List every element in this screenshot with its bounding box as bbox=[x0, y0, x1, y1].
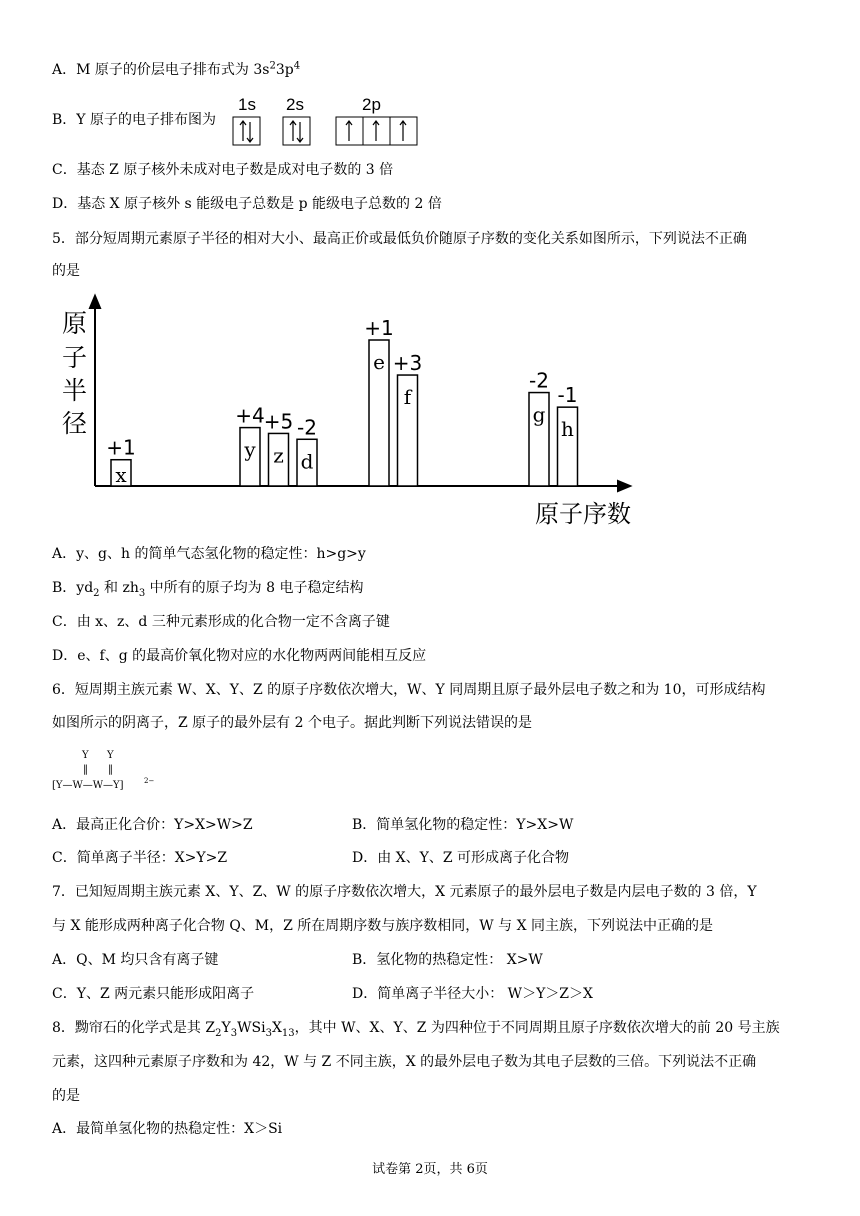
bar-category-label-z: z bbox=[273, 443, 284, 468]
bar-chart-figure bbox=[52, 292, 652, 532]
structure-charge: 2− bbox=[144, 777, 155, 785]
q5-stem-line1: 5．部分短周期元素原子半径的相对大小、最高正价或最低负价随原子序数的变化关系如图所示，下列说法不正确 bbox=[52, 231, 747, 247]
bar-valence-label-y: +4 bbox=[235, 403, 265, 428]
q6-stem-line1: 6．短周期主族元素 W、X、Y、Z 的原子序数依次增大，W、Y 同周期且原子最外层电子数之和为 10，可形成结构 bbox=[52, 682, 766, 698]
bar-category-label-h: h bbox=[561, 417, 574, 442]
q4-option-c: C．基态 Z 原子核外未成对电子数是成对电子数的 3 倍 bbox=[52, 162, 394, 178]
y-axis-label-char-1: 原 bbox=[62, 309, 88, 338]
q6-option-c: C．简单离子半径：X>Y>Z bbox=[52, 850, 228, 866]
q8-stem-line1: 8．黝帘石的化学式是其 $Z_2Y_3WSi_3X_{13}$，其中 W、X、Y、Z 为四种位于不同周期且原子序数依次增大的前 20 号主族 bbox=[52, 1020, 780, 1039]
x-axis-arrow bbox=[618, 481, 630, 491]
bar-category-label-x: x bbox=[115, 463, 127, 487]
q6-option-d: D．由 X、Y、Z 可形成离子化合物 bbox=[352, 850, 570, 866]
bar-category-label-e: e bbox=[373, 350, 385, 374]
q8-stem-line2: 元素，这四种元素原子序数和为 42，W 与 Z 不同主族，X 的最外层电子数为其电子层数的三倍。下列说法不正确 bbox=[52, 1054, 757, 1070]
bar-valence-label-f: +3 bbox=[392, 351, 423, 376]
q6-stem-line2: 如图所示的阴离子，Z 原子的最外层有 2 个电子。据此判断下列说法错误的是 bbox=[52, 715, 532, 731]
q7-option-b: B．氢化物的热稳定性： X>W bbox=[352, 952, 543, 968]
q6-option-a: A．最高正化合价：Y>X>W>Z bbox=[52, 817, 253, 833]
bar-category-label-y: y bbox=[244, 437, 256, 462]
q4-option-b: B．Y 原子的电子排布图为 bbox=[52, 112, 216, 128]
q8-stem-line3: 的是 bbox=[52, 1088, 80, 1104]
q5-option-a: A．y、g、h 的简单气态氢化物的稳定性：h>g>y bbox=[52, 546, 366, 562]
anion-structure bbox=[52, 748, 172, 794]
y-axis-arrow bbox=[90, 296, 100, 308]
q7-option-c: C．Y、Z 两元素只能形成阳离子 bbox=[52, 986, 255, 1002]
q5-stem-line2: 的是 bbox=[52, 263, 80, 279]
structure-main-chain: [Y—W—W—Y] bbox=[52, 780, 124, 791]
y-axis-label-char-2: 子 bbox=[62, 343, 88, 372]
bar-category-label-g: g bbox=[532, 402, 546, 427]
structure-double-bond-2: ‖ bbox=[108, 764, 113, 775]
q5-option-d: D．e、f、g 的最高价氧化物对应的水化物两两间能相互反应 bbox=[52, 648, 427, 664]
q4-option-d: D．基态 X 原子核外 s 能级电子总数是 p 能级电子总数的 2 倍 bbox=[52, 196, 442, 212]
orbital-box-1s bbox=[233, 117, 260, 145]
bar-category-label-d: d bbox=[300, 449, 314, 474]
q8-option-a: A．最简单氢化物的热稳定性：X＞Si bbox=[52, 1121, 283, 1137]
bar-valence-label-g: -2 bbox=[529, 368, 549, 393]
q7-stem-line2: 与 X 能形成两种离子化合物 Q、M，Z 所在周期序数与族序数相同，W 与 X 同主族，下列说法中正确的是 bbox=[52, 918, 714, 934]
electron-arrows bbox=[240, 121, 406, 142]
bar-valence-label-z: +5 bbox=[263, 409, 294, 434]
x-axis-label: 原子序数 bbox=[535, 500, 631, 528]
q5-option-c: C．由 x、z、d 三种元素形成的化合物一定不含离子键 bbox=[52, 614, 390, 630]
structure-top-y1: Y bbox=[82, 750, 89, 761]
orbital-label-2s: 2s bbox=[286, 95, 304, 114]
orbital-diagram bbox=[226, 93, 426, 149]
bar-category-label-f: f bbox=[403, 385, 412, 410]
q5-option-b: B．$yd_2$ 和 $zh_3$ 中所有的原子均为 8 电子稳定结构 bbox=[52, 580, 364, 599]
structure-top-y2: Y bbox=[107, 750, 114, 761]
q7-option-d: D．简单离子半径大小： W＞Y＞Z＞X bbox=[352, 986, 594, 1002]
orbital-box-2s bbox=[283, 117, 310, 145]
orbital-label-2p: 2p bbox=[362, 95, 381, 114]
page-footer: 试卷第 2页，共 6页 bbox=[372, 1162, 488, 1177]
y-axis-label-char-4: 径 bbox=[62, 409, 88, 438]
bar-valence-label-d: -2 bbox=[297, 415, 317, 440]
y-axis-label-char-3: 半 bbox=[62, 376, 88, 405]
bar-valence-label-h: -1 bbox=[557, 383, 578, 408]
bar-valence-label-e: +1 bbox=[364, 316, 394, 340]
q7-stem-line1: 7．已知短周期主族元素 X、Y、Z、W 的原子序数依次增大，X 元素原子的最外层电子数是内层电子数的 3 倍，Y bbox=[52, 884, 757, 900]
structure-double-bond-1: ‖ bbox=[83, 764, 88, 775]
q7-option-a: A．Q、M 均只含有离子键 bbox=[52, 952, 219, 968]
q4-option-a: A．M 原子的价层电子排布式为 $3s^23p^4$ bbox=[52, 60, 301, 78]
orbital-label-1s: 1s bbox=[238, 95, 256, 114]
bar-valence-label-x: +1 bbox=[106, 435, 136, 460]
q6-option-b: B．简单氢化物的稳定性：Y>X>W bbox=[352, 817, 574, 833]
